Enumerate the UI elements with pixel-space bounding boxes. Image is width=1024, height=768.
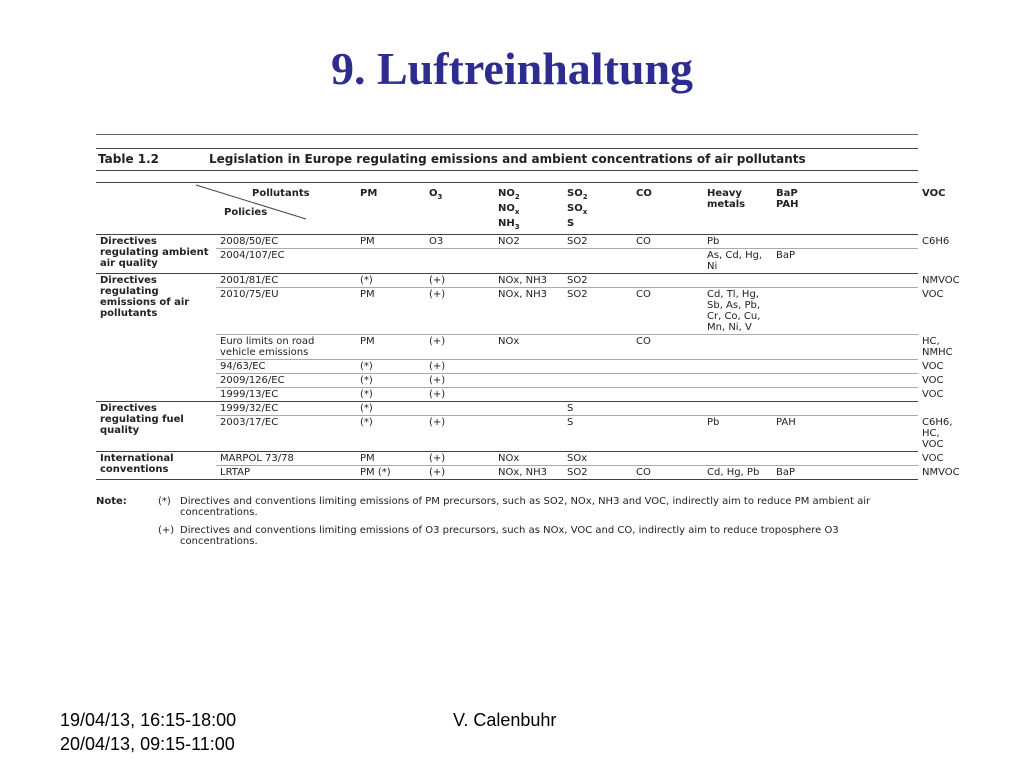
pollutant-cell — [703, 374, 772, 388]
pollutant-cell — [425, 249, 494, 274]
pollutant-cell — [772, 335, 918, 360]
pollutant-cell: (+) — [425, 374, 494, 388]
note-mark: (+) — [158, 525, 175, 536]
policy-cell: 1999/32/EC — [216, 402, 356, 416]
pollutant-cell — [632, 360, 703, 374]
pollutant-cell — [772, 452, 918, 466]
pollutant-cell: SO2 — [563, 288, 632, 335]
policy-cell: 2010/75/EU — [216, 288, 356, 335]
table-row: 2003/17/EC (*) (+) S Pb PAH C6H6, HC, VOC — [96, 416, 918, 452]
pollutant-cell: Pb — [703, 235, 772, 249]
pollutant-cell: PM — [356, 335, 425, 360]
table-row: Directives regulating emissions of air pollutants 2001/81/EC (*) (+) NOx, NH3 SO2 NMVOC — [96, 274, 918, 288]
pollutant-cell — [703, 388, 772, 402]
table-header-row: Pollutants Policies PM $O_3$ $NO_2$ $NO_x$ $NH_3$ $SO_2$ $SO_x$ S CO Heavy metals BaP PAH VOC — [96, 183, 918, 235]
pollutant-cell — [772, 235, 918, 249]
pollutant-cell — [772, 374, 918, 388]
pollutant-cell — [494, 360, 563, 374]
pollutant-cell: S — [563, 416, 632, 452]
pollutant-cell — [703, 274, 772, 288]
pollutant-cell — [632, 249, 703, 274]
pollutant-cell — [632, 374, 703, 388]
pollutant-cell — [772, 402, 918, 416]
col-header-metals: Heavy metals — [703, 183, 772, 235]
pollutant-cell — [563, 360, 632, 374]
table-row: 2010/75/EU PM (+) NOx, NH3 SO2 CO Cd, Tl, Hg, Sb, As, Pb, Cr, Co, Cu, Mn, Ni, V VOC — [96, 288, 918, 335]
policy-group-label: Directives regulating fuel quality — [96, 402, 216, 452]
note-item — [158, 525, 918, 547]
corner-cell — [96, 183, 356, 235]
pollutant-cell — [356, 249, 425, 274]
pollutant-cell: (*) — [356, 274, 425, 288]
pollutant-cell — [563, 249, 632, 274]
col-header-pm: PM — [356, 183, 425, 235]
note-item — [158, 496, 918, 518]
pollutant-cell — [703, 452, 772, 466]
table-row — [96, 249, 918, 274]
legislation-table — [96, 182, 960, 480]
pollutant-cell: CO — [632, 235, 703, 249]
pollutant-cell: Pb — [703, 416, 772, 452]
pollutant-cell: PM (*) — [356, 466, 425, 480]
pollutant-cell: NO2 — [494, 235, 563, 249]
corner-bottom-label: Policies — [224, 207, 268, 218]
note-label: Note: — [96, 496, 127, 507]
pollutant-cell — [703, 402, 772, 416]
pollutant-cell — [494, 402, 563, 416]
pollutant-cell: NOx — [494, 452, 563, 466]
pollutant-cell: (+) — [425, 466, 494, 480]
pollutant-cell: (+) — [425, 416, 494, 452]
pollutant-cell: CO — [632, 288, 703, 335]
top-rule — [96, 134, 918, 135]
policy-group-label: International conventions — [96, 452, 216, 480]
table-row: 2009/126/EC (*) (+) VOC — [96, 374, 918, 388]
corner-top-label: Pollutants — [252, 188, 310, 199]
pollutant-cell: (+) — [425, 452, 494, 466]
pollutant-cell — [772, 274, 918, 288]
pollutant-cell: CO — [632, 335, 703, 360]
pollutant-cell — [632, 274, 703, 288]
pollutant-cell — [772, 288, 918, 335]
pollutant-cell: PM — [356, 235, 425, 249]
policy-cell: 2009/126/EC — [216, 374, 356, 388]
pollutant-cell — [494, 249, 563, 274]
pollutant-cell: SO2 — [563, 466, 632, 480]
col-header-o3: $O_3$ — [425, 183, 494, 235]
pollutant-cell — [772, 388, 918, 402]
policy-group-label: Directives regulating ambient air quality — [96, 235, 216, 274]
table-row: Directives regulating ambient air quality 2008/50/EC PM O3 NO2 SO2 CO Pb C6H6 — [96, 235, 918, 249]
pollutant-cell: (*) — [356, 360, 425, 374]
footer-date-1: 19/04/13, 16:15-18:00 — [60, 710, 237, 730]
table-row: 1999/13/EC (*) (+) VOC — [96, 388, 918, 402]
policy-cell: LRTAP — [216, 466, 356, 480]
policy-cell: 2003/17/EC — [216, 416, 356, 452]
col-header-so: $SO_2$ $SO_x$ S — [563, 183, 632, 235]
pollutant-cell — [632, 402, 703, 416]
col-header-co: CO — [632, 183, 703, 235]
footer-date-2: 20/04/13, 09:15-11:00 — [60, 734, 235, 754]
table-caption-text: Legislation in Europe regulating emissions and ambient concentrations of air pollutants — [209, 152, 806, 166]
policy-cell: Euro limits on road vehicle emissions — [216, 335, 356, 360]
pollutant-cell — [772, 360, 918, 374]
policy-cell: 2008/50/EC — [216, 235, 356, 249]
pollutant-cell: SOx — [563, 452, 632, 466]
table-caption — [96, 148, 918, 171]
note-text: Directives and conventions limiting emissions of O3 precursors, such as NOx, VOC and CO, indirectly aim to reduce troposphere O3 concentrations. — [180, 525, 839, 547]
pollutant-cell — [563, 388, 632, 402]
table-row: Euro limits on road vehicle emissions PM (+) NOx CO HC, NMHC — [96, 335, 918, 360]
pollutant-cell — [632, 452, 703, 466]
table-row: LRTAP PM (*) (+) NOx, NH3 SO2 CO Cd, Hg, Pb BaP NMVOC — [96, 466, 918, 480]
pollutant-cell: SO2 — [563, 274, 632, 288]
footer-author: V. Calenbuhr — [453, 710, 557, 730]
pollutant-cell: (*) — [356, 388, 425, 402]
pollutant-cell — [563, 374, 632, 388]
note-mark: (*) — [158, 496, 171, 507]
pollutant-cell: NOx, NH3 — [494, 466, 563, 480]
footer-dates — [60, 708, 236, 756]
pollutant-cell: (*) — [356, 402, 425, 416]
pollutant-cell: (+) — [425, 388, 494, 402]
policy-cell: 94/63/EC — [216, 360, 356, 374]
table-row: International conventions MARPOL 73/78 PM (+) NOx SOx VOC — [96, 452, 918, 466]
table-body — [96, 235, 960, 480]
pollutant-cell: (+) — [425, 360, 494, 374]
note-text: Directives and conventions limiting emissions of PM precursors, such as SO2, NOx, NH3 and VOC, indirectly aim to reduce PM ambient air concentrations. — [180, 496, 871, 518]
pollutant-cell: Cd, Hg, Pb — [703, 466, 772, 480]
pollutant-cell — [494, 416, 563, 452]
policy-cell: 2001/81/EC — [216, 274, 356, 288]
pollutant-cell: (+) — [425, 274, 494, 288]
policy-cell: 1999/13/EC — [216, 388, 356, 402]
pollutant-cell: NOx — [494, 335, 563, 360]
pollutant-cell: As, Cd, Hg, Ni — [703, 249, 772, 274]
pollutant-cell — [425, 402, 494, 416]
pollutant-cell: (*) — [356, 374, 425, 388]
table-image — [96, 134, 960, 554]
pollutant-cell: NOx, NH3 — [494, 288, 563, 335]
table-label: Table 1.2 — [98, 152, 160, 166]
pollutant-cell: (+) — [425, 335, 494, 360]
col-header-no: $NO_2$ $NO_x$ $NH_3$ — [494, 183, 563, 235]
pollutant-cell — [703, 335, 772, 360]
pollutant-cell: CO — [632, 466, 703, 480]
policy-cell: 2004/107/EC — [216, 249, 356, 274]
policy-cell: MARPOL 73/78 — [216, 452, 356, 466]
table-row — [96, 402, 918, 416]
pollutant-cell: S — [563, 402, 632, 416]
pollutant-cell: NOx, NH3 — [494, 274, 563, 288]
pollutant-cell — [632, 416, 703, 452]
policy-group-label: Directives regulating emissions of air pollutants — [96, 274, 216, 402]
pollutant-cell — [494, 374, 563, 388]
pollutant-cell: SO2 — [563, 235, 632, 249]
pollutant-cell: BaP — [772, 466, 918, 480]
pollutant-cell: PM — [356, 452, 425, 466]
pollutant-cell — [494, 388, 563, 402]
pollutant-cell: Cd, Tl, Hg, Sb, As, Pb, Cr, Co, Cu, Mn, Ni, V — [703, 288, 772, 335]
pollutant-cell — [632, 388, 703, 402]
table-row: 94/63/EC (*) (+) VOC — [96, 360, 918, 374]
pollutant-cell: BaP — [772, 249, 918, 274]
col-header-bap: BaP PAH — [772, 183, 918, 235]
pollutant-cell: PM — [356, 288, 425, 335]
pollutant-cell: PAH — [772, 416, 918, 452]
pollutant-cell: (*) — [356, 416, 425, 452]
pollutant-cell: (+) — [425, 288, 494, 335]
slide-title: 9. Luftreinhaltung — [330, 43, 694, 94]
pollutant-cell: O3 — [425, 235, 494, 249]
pollutant-cell — [563, 335, 632, 360]
pollutant-cell — [703, 360, 772, 374]
table-note — [96, 496, 918, 554]
